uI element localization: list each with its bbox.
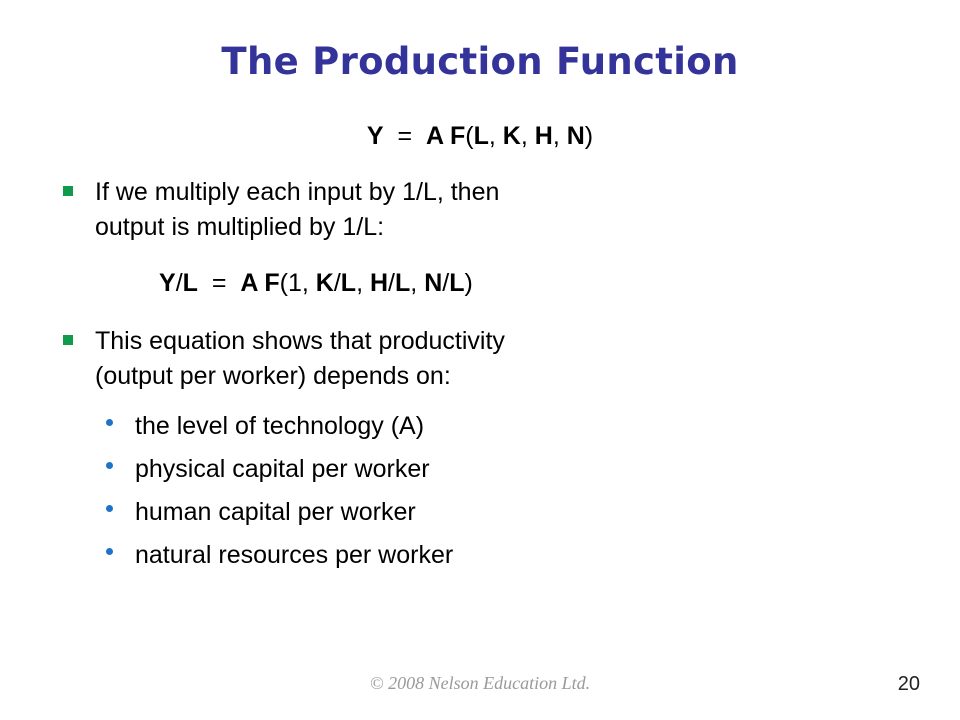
eq-part: L bbox=[395, 269, 411, 297]
dot-bullet-icon bbox=[106, 462, 113, 469]
sub-bullet-item bbox=[106, 453, 666, 485]
eq-part: ( bbox=[465, 122, 474, 150]
eq-part: Y bbox=[366, 122, 384, 150]
copyright-footer: © 2008 Nelson Education Ltd. bbox=[369, 673, 591, 693]
eq-part: / bbox=[333, 269, 341, 297]
dot-bullet-icon bbox=[106, 505, 113, 512]
eq-part: H bbox=[534, 122, 553, 150]
eq-part: / bbox=[442, 269, 450, 297]
eq-part: K bbox=[502, 122, 521, 150]
eq-part: , bbox=[552, 122, 567, 150]
eq-part: / bbox=[388, 269, 395, 297]
eq-part: L bbox=[473, 122, 489, 150]
sub-bullet-text: the level of technology (A) bbox=[135, 412, 425, 440]
sub-bullet-item bbox=[106, 410, 666, 442]
eq-part: K bbox=[315, 269, 334, 297]
eq-part: L bbox=[449, 269, 465, 297]
eq-part: L bbox=[182, 269, 198, 297]
sub-bullet-text: natural resources per worker bbox=[135, 541, 454, 569]
square-bullet-icon bbox=[63, 335, 73, 345]
per-worker-equation bbox=[159, 268, 473, 298]
eq-part: , bbox=[356, 269, 370, 297]
dot-bullet-icon bbox=[106, 548, 113, 555]
sub-bullet-text: human capital per worker bbox=[135, 498, 416, 526]
eq-part: / bbox=[175, 269, 183, 297]
production-function-equation bbox=[0, 121, 960, 151]
page-number: 20 bbox=[897, 673, 920, 695]
eq-part: N bbox=[566, 122, 585, 150]
bullet-line: (output per worker) depends on: bbox=[95, 362, 451, 390]
bullet-line: output is multiplied by 1/L: bbox=[95, 213, 385, 241]
eq-part: A F bbox=[240, 269, 280, 297]
eq-part: ) bbox=[584, 122, 594, 150]
dot-bullet-icon bbox=[106, 419, 113, 426]
eq-part: Y bbox=[159, 269, 176, 297]
bullet-item bbox=[63, 175, 683, 245]
eq-part: = bbox=[197, 269, 241, 297]
eq-part: A F bbox=[425, 122, 466, 150]
eq-part: ) bbox=[464, 269, 473, 297]
eq-part: L bbox=[340, 269, 357, 297]
eq-part: (1, bbox=[279, 269, 316, 297]
slide-title: The Production Function bbox=[221, 40, 739, 83]
sub-bullet-item bbox=[106, 496, 666, 528]
square-bullet-icon bbox=[63, 186, 73, 196]
eq-part: = bbox=[383, 122, 426, 150]
eq-part: H bbox=[369, 269, 389, 297]
bullet-item bbox=[63, 324, 683, 394]
bullet-line: This equation shows that productivity bbox=[95, 327, 505, 355]
eq-part: N bbox=[424, 269, 443, 297]
eq-part: , bbox=[410, 269, 425, 297]
eq-part: , bbox=[488, 122, 503, 150]
sub-bullet-text: physical capital per worker bbox=[135, 455, 430, 483]
bullet-line: If we multiply each input by 1/L, then bbox=[95, 178, 500, 206]
eq-part: , bbox=[520, 122, 535, 150]
sub-bullet-item bbox=[106, 539, 666, 571]
